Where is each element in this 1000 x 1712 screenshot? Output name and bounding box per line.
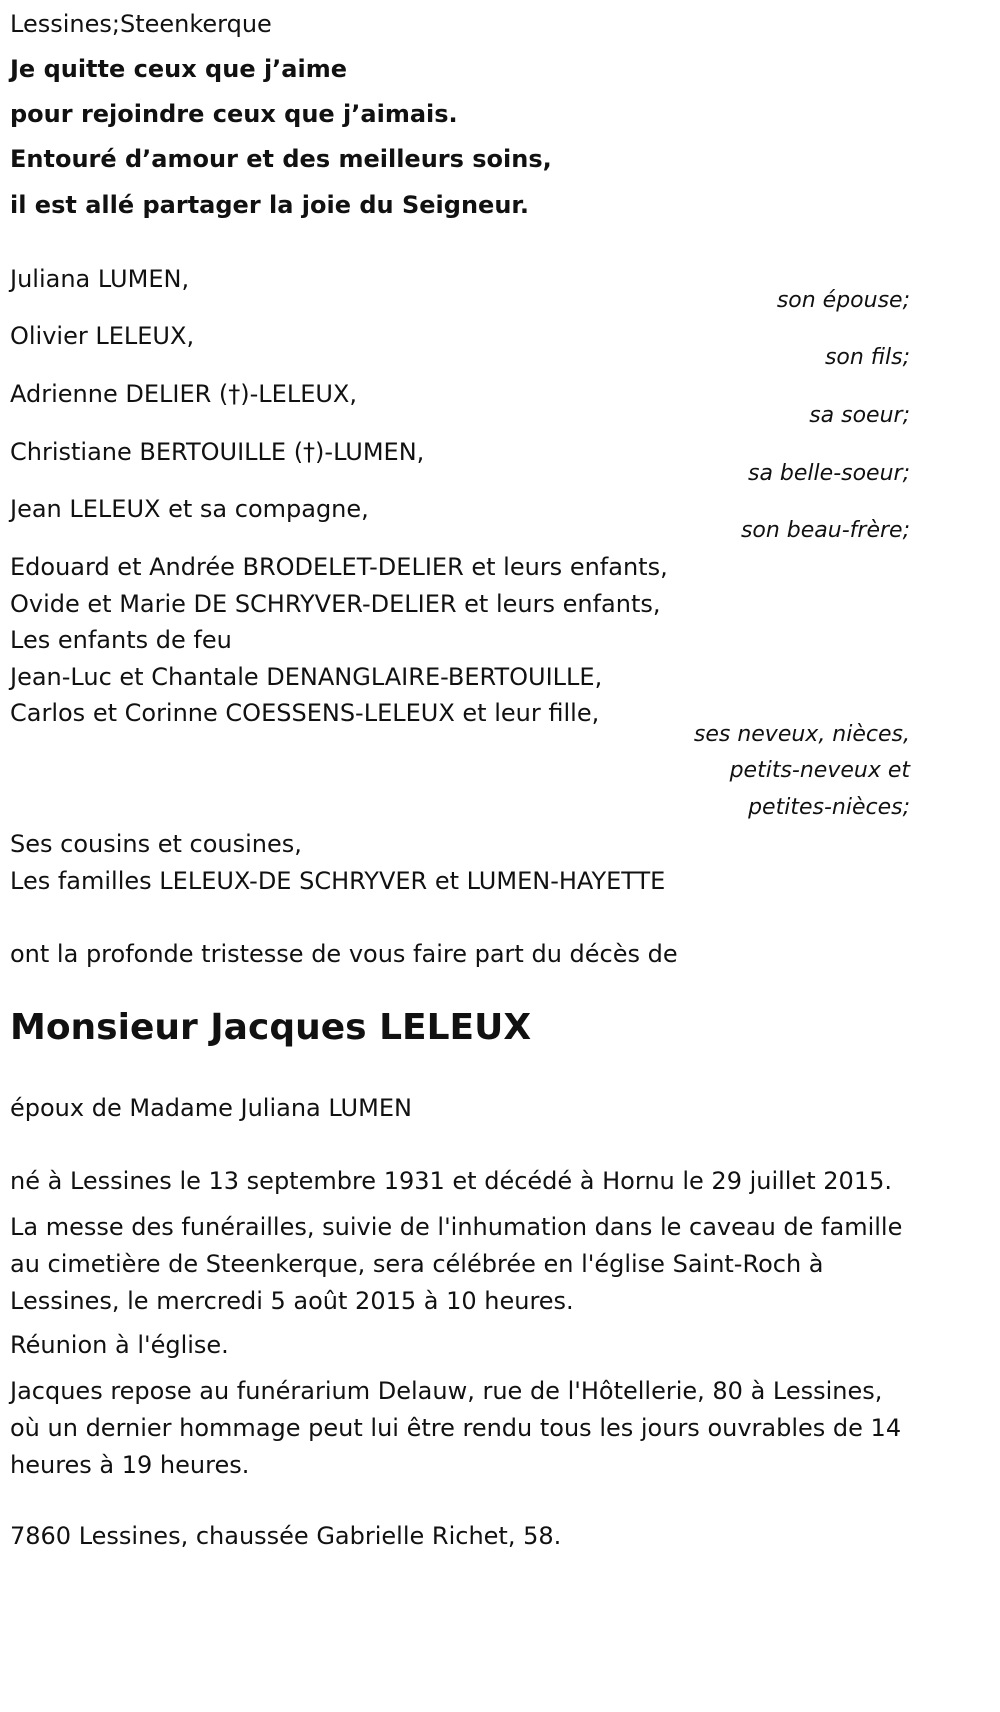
poem-line-2: pour rejoindre ceux que j’aimais. — [10, 100, 458, 128]
birth-death-line: né à Lessines le 13 septembre 1931 et décédé à Hornu le 29 juillet 2015. — [10, 1167, 892, 1195]
relatives-line: Ovide et Marie DE SCHRYVER-DELIER et leurs enfants, — [10, 590, 661, 618]
deceased-name: Monsieur Jacques LELEUX — [10, 1007, 532, 1048]
relatives-relation: petits-neveux et — [729, 758, 910, 783]
relatives-line: Les enfants de feu — [10, 626, 232, 654]
family-member-name: Jean LELEUX et sa compagne, — [10, 495, 369, 523]
poem-line-1: Je quitte ceux que j’aime — [10, 55, 348, 83]
family-member-relation: son épouse; — [776, 288, 910, 313]
family-member-relation: sa belle-soeur; — [748, 461, 910, 486]
location-header: Lessines;Steenkerque — [10, 10, 272, 38]
poem-line-3: Entouré d’amour et des meilleurs soins, — [10, 145, 552, 173]
family-member-relation: son fils; — [824, 345, 910, 370]
family-member-relation: son beau-frère; — [740, 518, 910, 543]
viewing-paragraph: Jacques repose au funérarium Delauw, rue de l'Hôtellerie, 80 à Lessines, où un dernier hommage peut lui être rendu tous les jours ouvrables de 14 heures à 19 heures. — [10, 1377, 902, 1479]
family-member-name: Juliana LUMEN, — [10, 265, 190, 293]
announcement-text: ont la profonde tristesse de vous faire part du décès de — [10, 940, 678, 968]
relatives-line: Edouard et Andrée BRODELET-DELIER et leurs enfants, — [10, 553, 668, 581]
spouse-line: époux de Madame Juliana LUMEN — [10, 1094, 412, 1122]
family-member-relation: sa soeur; — [809, 403, 910, 428]
cousins-line: Les familles LELEUX-DE SCHRYVER et LUMEN-HAYETTE — [10, 867, 666, 895]
relatives-line: Carlos et Corinne COESSENS-LELEUX et leur fille, — [10, 699, 600, 727]
relatives-relation: ses neveux, nièces, — [693, 722, 910, 747]
relatives-line: Jean-Luc et Chantale DENANGLAIRE-BERTOUILLE, — [10, 663, 603, 691]
cousins-line: Ses cousins et cousines, — [10, 830, 302, 858]
poem-line-4: il est allé partager la joie du Seigneur. — [10, 191, 529, 219]
relatives-relation: petites-nièces; — [748, 795, 910, 820]
address-line: 7860 Lessines, chaussée Gabrielle Richet, 58. — [10, 1522, 562, 1550]
family-member-name: Adrienne DELIER (†)-LELEUX, — [10, 380, 358, 408]
family-member-name: Olivier LELEUX, — [10, 322, 195, 350]
funeral-paragraph: La messe des funérailles, suivie de l'inhumation dans le caveau de famille au cimetière de Steenkerque, sera célébrée en l'église Saint-Roch à Lessines, le mercredi 5 août 2015 à 10 heures. — [10, 1213, 903, 1315]
meeting-line: Réunion à l'église. — [10, 1331, 229, 1359]
family-member-name: Christiane BERTOUILLE (†)-LUMEN, — [10, 438, 425, 466]
